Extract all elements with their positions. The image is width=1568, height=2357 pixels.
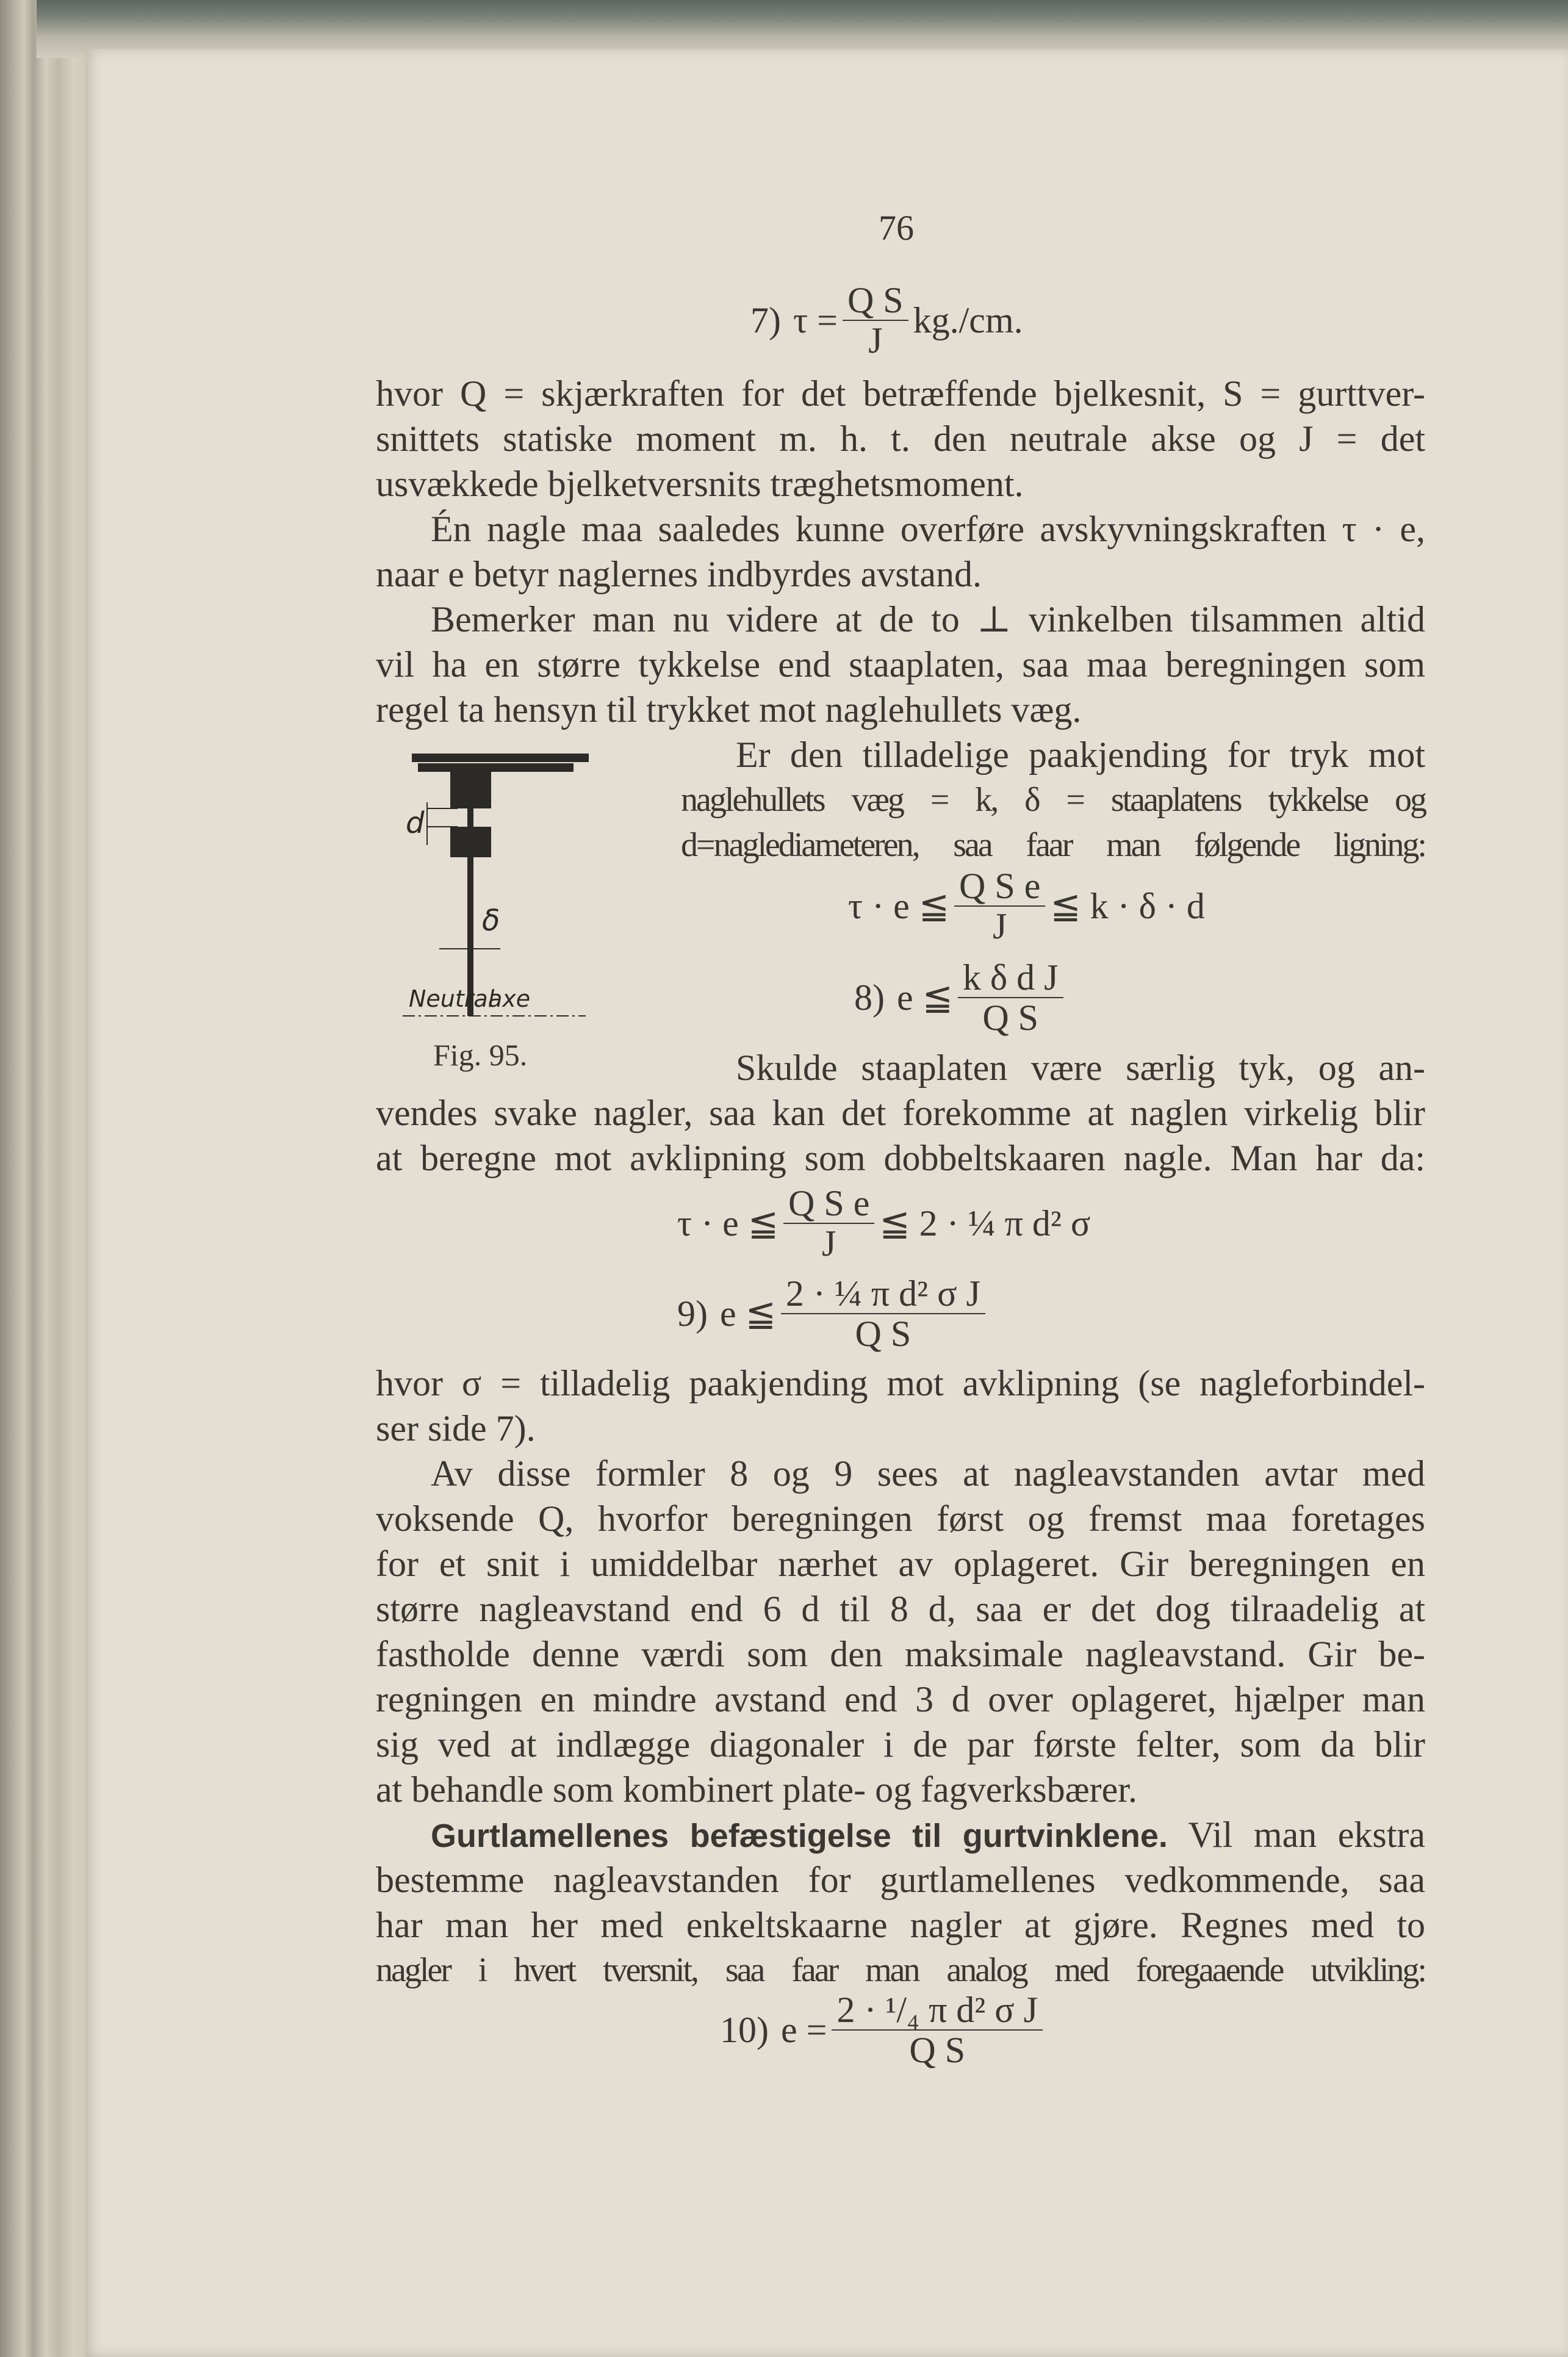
fraction	[843, 281, 908, 360]
text-line: Av disse formler 8 og 9 sees at nagleavstanden avtar med	[431, 1453, 1425, 1494]
text-line: naar e betyr naglernes indbyrdes avstand.	[376, 554, 982, 594]
text-line: Bemerker man nu videre at de to ⊥ vinkelben tilsammen altid	[431, 599, 1425, 639]
text-line: nagler i hvert tversnit, saa faar man analog med foregaaende utvikling:	[376, 1951, 1425, 1989]
equation-label: 10)	[720, 2009, 769, 2050]
text-line: at behandle som kombinert plate- og fagverksbærer.	[376, 1769, 1137, 1810]
text-line: vil ha en større tykkelse end staaplaten, saa maa beregningen som	[376, 644, 1425, 685]
equation-7	[750, 281, 1023, 360]
figure-label-delta: δ	[482, 904, 500, 938]
text-line: voksende Q, hvorfor beregningen først og fremst maa foretages	[376, 1499, 1425, 1539]
denominator: J	[992, 906, 1007, 946]
equation-rhs: ≦ k · δ · d	[1050, 886, 1205, 926]
text-line: Skulde staaplaten være særlig tyk, og an-	[736, 1048, 1425, 1088]
fraction	[783, 1184, 874, 1263]
equation-label: 7)	[750, 300, 781, 340]
denominator: J	[821, 1223, 836, 1264]
fraction	[958, 958, 1063, 1037]
numerator: 2 · ¹/₄ π d² σ J	[832, 1990, 1043, 2031]
text-line: at beregne mot avklipning som dobbeltskaaren nagle. Man har da:	[376, 1138, 1425, 1178]
equation-lhs: e ≦	[719, 1294, 776, 1334]
fraction	[781, 1274, 985, 1353]
numerator: Q S	[843, 281, 908, 321]
text-line: hvor Q = skjærkraften for det betræffende bjelkesnit, S = gurttver-	[376, 373, 1425, 414]
denominator: Q S	[982, 998, 1039, 1038]
equation-lhs: e ≦	[896, 977, 953, 1018]
text-line: hvor σ = tilladelig paakjending mot avklipning (se nagleforbindel-	[376, 1363, 1425, 1403]
denominator: Q S	[855, 1314, 912, 1354]
text-line: vendes svake nagler, saa kan det forekomme at naglen virkelig blir	[376, 1093, 1425, 1133]
text-line: større nagleavstand end 6 d til 8 d, saa er det dog tilraadelig at	[376, 1589, 1425, 1629]
text-line: Er den tilladelige paakjending for tryk mot	[736, 735, 1425, 775]
equation-unit: kg./cm.	[913, 300, 1023, 340]
equation-10	[720, 1990, 1048, 2070]
fraction	[954, 866, 1045, 946]
figure-label-axe: axe	[488, 985, 531, 1012]
equation-inequality-b	[677, 1184, 1090, 1263]
numerator: 2 · ¼ π d² σ J	[781, 1274, 985, 1314]
equation-inequality-a	[848, 866, 1205, 946]
denominator: Q S	[909, 2030, 966, 2070]
text-line: har man her med enkeltskaarne nagler at gjøre. Regnes med to	[376, 1905, 1425, 1945]
page-number: 76	[879, 208, 914, 248]
figure-label-d: d	[406, 806, 425, 840]
equation-label: 9)	[677, 1293, 708, 1334]
figure-label-neutral: Neutral	[409, 985, 495, 1012]
text-line: d=naglediameteren, saa faar man følgende ligning:	[681, 826, 1425, 864]
text-line: fastholde denne værdi som den maksimale nagleavstand. Gir be-	[376, 1634, 1425, 1674]
text-line: regel ta hensyn til trykket mot naglehullets væg.	[376, 689, 1082, 730]
equation-rhs: ≦ 2 · ¼ π d² σ	[879, 1203, 1091, 1243]
numerator: Q S e	[954, 866, 1045, 907]
text-line: snittets statiske moment m. h. t. den neutrale akse og J = det	[376, 419, 1425, 459]
numerator: Q S e	[783, 1184, 874, 1224]
equation-label: 8)	[854, 977, 885, 1018]
equation-8	[854, 958, 1068, 1037]
numerator: k δ d J	[958, 958, 1063, 998]
text-line: for et snit i umiddelbar nærhet av oplageret. Gir beregningen en	[376, 1544, 1425, 1584]
text-line: usvækkede bjelketversnits træghetsmoment.	[376, 464, 1024, 504]
figure-95-beam-section	[403, 747, 659, 1034]
text-line: naglehullets væg = k, δ = staaplatens tykkelse og	[681, 781, 1425, 819]
text-line	[376, 1813, 1425, 1857]
figure-caption: Fig. 95.	[433, 1038, 528, 1072]
equation-lhs: τ · e ≦	[677, 1203, 779, 1243]
text-line: regningen en mindre avstand end 3 d over oplageret, hjælper man	[376, 1679, 1425, 1719]
text-line: bestemme nagleavstanden for gurtlamellenes vedkommende, saa	[376, 1860, 1425, 1900]
equation-9	[677, 1274, 990, 1353]
text-line: sig ved at indlægge diagonaler i de par første felter, som da blir	[376, 1724, 1425, 1765]
text-line: ser side 7).	[376, 1408, 536, 1448]
text-line: Én nagle maa saaledes kunne overføre avskyvningskraften τ · e,	[431, 509, 1425, 549]
book-binding-edge	[0, 0, 92, 2357]
equation-lhs: τ =	[793, 300, 838, 340]
equation-lhs: τ · e ≦	[848, 886, 949, 926]
fraction	[832, 1990, 1043, 2070]
denominator: J	[868, 320, 883, 361]
text-fragment: Vil man ekstra	[1188, 1815, 1425, 1855]
equation-lhs: e =	[780, 2009, 827, 2050]
section-heading: Gurtlamellenes befæstigelse til gurtvinklene.	[431, 1818, 1168, 1854]
